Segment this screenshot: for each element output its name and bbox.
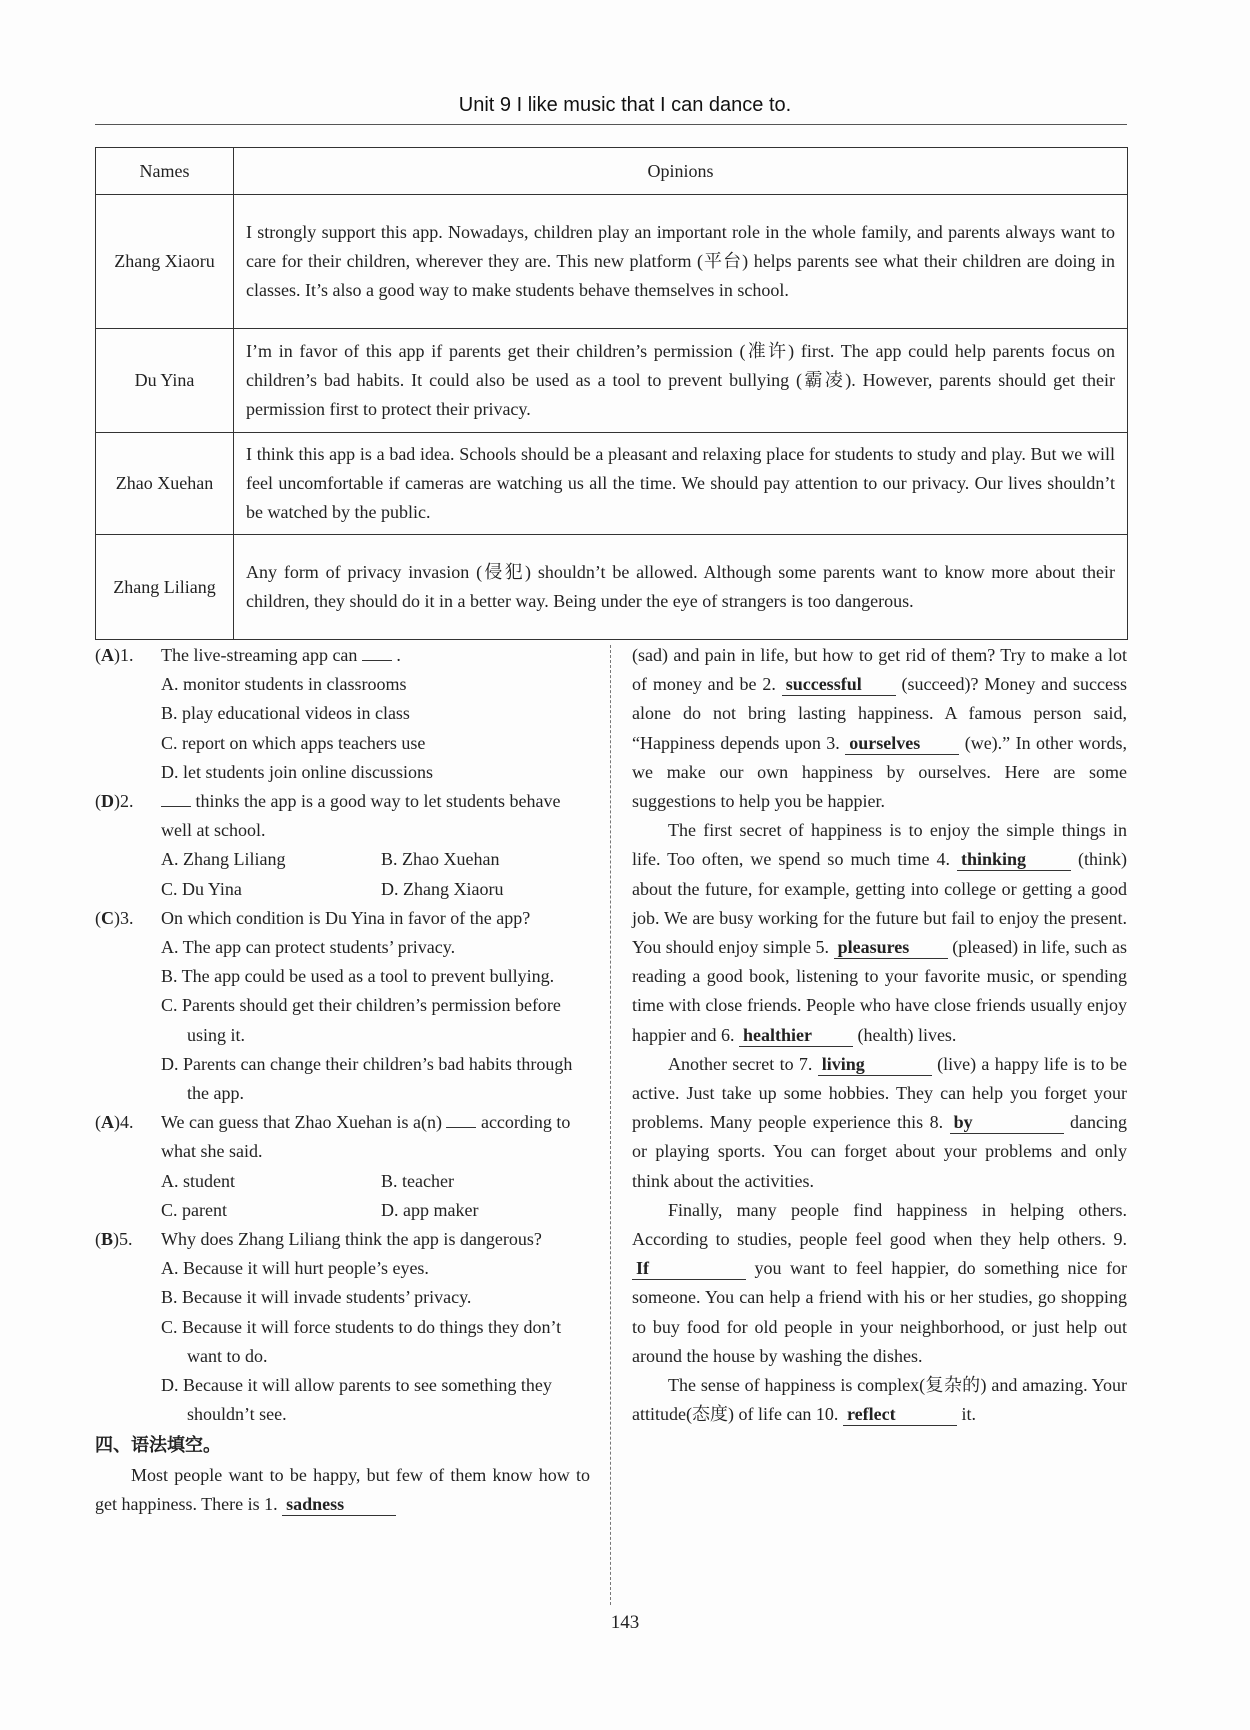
passage-text: The first secret of happiness is to enjoy the simple things in life. Too often, we spend so much time 4. bbox=[632, 820, 1127, 870]
unit-header: Unit 9 I like music that I can dance to. bbox=[458, 94, 792, 116]
options bbox=[95, 1254, 590, 1429]
option-text: A. Zhang Liliang bbox=[161, 849, 286, 870]
answer-letter: C bbox=[101, 907, 114, 928]
question-number: 3. bbox=[120, 907, 134, 928]
option bbox=[161, 670, 590, 699]
student-name: Zhao Xuehan bbox=[96, 433, 234, 535]
option-text: D. app maker bbox=[381, 1199, 479, 1220]
question-label: (A)1. bbox=[95, 645, 134, 665]
option bbox=[381, 1196, 590, 1225]
options bbox=[95, 1167, 590, 1225]
passage-paragraph bbox=[632, 816, 1127, 1050]
opinions-table bbox=[95, 147, 1128, 640]
option-text: B. teacher bbox=[381, 1170, 454, 1191]
question-number: 2. bbox=[120, 791, 134, 812]
passage-text: Finally, many people find happiness in helping others. According to studies, people feel good when they help others. 9. bbox=[632, 1199, 1127, 1250]
question-stem-row bbox=[95, 641, 590, 670]
student-opinion: I strongly support this app. Nowadays, children play an important role in the whole family, and parents always want to care for their children, wherever they are. This new platform (平台) helps parents see what their children are doing in classes. It’s also a good way to make students behave themselves in school. bbox=[234, 195, 1128, 329]
question-number: 5. bbox=[119, 1229, 133, 1250]
option bbox=[161, 1254, 590, 1283]
question-stem bbox=[161, 641, 590, 670]
option-text: D. Because it will allow parents to see something they shouldn’t see. bbox=[161, 1375, 552, 1425]
question-stem-row bbox=[95, 904, 590, 933]
option bbox=[161, 962, 590, 991]
passage-text: Most people want to be happy, but few of them know how to get happiness. There is 1. bbox=[95, 1464, 590, 1514]
student-opinion: I think this app is a bad idea. Schools should be a pleasant and relaxing place for students to study and play. But we will feel uncomfortable if cameras are watching us all the time. We should pay attention to our privacy. Our lives shouldn’t be watched by the public. bbox=[234, 433, 1128, 535]
passage-text: Another secret to 7. bbox=[668, 1053, 818, 1074]
stem-text: The live-streaming app can bbox=[161, 645, 358, 665]
answer-fill: If bbox=[632, 1257, 746, 1280]
answer-fill: reflect bbox=[843, 1403, 957, 1426]
option-text: C. Because it will force students to do things they don’t want to do. bbox=[161, 1316, 562, 1366]
stem-text: On which condition is Du Yina in favor of the app? bbox=[161, 907, 531, 928]
stem-after: . bbox=[396, 645, 401, 665]
option bbox=[161, 875, 381, 904]
passage-paragraph bbox=[632, 641, 1127, 816]
answer-fill: ourselves bbox=[845, 732, 959, 755]
question-stem-row bbox=[95, 787, 590, 845]
answer-letter: B bbox=[101, 1229, 114, 1250]
stem-text: thinks the app is a good way to let students behave well at school. bbox=[161, 791, 561, 841]
answer-blank bbox=[362, 644, 392, 661]
option-text: B. play educational videos in class bbox=[161, 703, 410, 724]
question-stem bbox=[161, 787, 590, 845]
question-label: (D)2. bbox=[95, 791, 134, 812]
answer-letter: A bbox=[101, 1112, 114, 1133]
option-text: A. The app can protect students’ privacy. bbox=[161, 937, 456, 958]
option-text: B. The app could be used as a tool to prevent bullying. bbox=[161, 966, 555, 987]
passage-text: (succeed)? Money and success alone do not bring lasting happiness. A famous person said, “Happiness depends upon 3. bbox=[632, 674, 1127, 753]
passage-text: (pleased) in life, such as reading a good book, listening to your favorite music, or spending time with close friends. People who have close friends usually enjoy happier and 6. bbox=[632, 937, 1127, 1045]
option bbox=[161, 1167, 381, 1196]
answer-fill: sadness bbox=[282, 1493, 396, 1516]
question bbox=[95, 641, 590, 787]
option-text: D. let students join online discussions bbox=[161, 761, 433, 782]
options bbox=[95, 933, 590, 1108]
passage-text: The sense of happiness is complex(复杂的) and amazing. Your attitude(态度) of life can 10. bbox=[632, 1375, 1127, 1425]
option bbox=[161, 845, 381, 874]
column-header-opinions: Opinions bbox=[234, 148, 1128, 195]
question-stem-row bbox=[95, 1108, 590, 1166]
question-stem bbox=[161, 1108, 590, 1166]
header-rule bbox=[95, 124, 1127, 125]
passage-text: (think) about the future, for example, getting into college or getting a good job. We are busy working for the future but fail to enjoy the present. You should enjoy simple 5. bbox=[632, 849, 1127, 958]
student-opinion: Any form of privacy invasion (侵犯) shouldn’t be allowed. Although some parents want to know more about their children, they should do it in a better way. Being under the eye of strangers is too dangerous. bbox=[234, 535, 1128, 640]
column-header-names: Names bbox=[96, 148, 234, 195]
option-text: C. parent bbox=[161, 1199, 227, 1220]
passage-paragraph bbox=[95, 1461, 590, 1519]
question bbox=[95, 1225, 590, 1429]
question-label: (C)3. bbox=[95, 907, 134, 928]
options bbox=[95, 670, 590, 787]
passage-text: it. bbox=[956, 1404, 976, 1425]
option bbox=[161, 933, 590, 962]
answer-blank bbox=[161, 790, 191, 807]
answer-fill: living bbox=[818, 1053, 932, 1076]
option bbox=[381, 845, 590, 874]
option-text: A. Because it will hurt people’s eyes. bbox=[161, 1258, 429, 1279]
passage-text: you want to feel happier, do something nice for someone. You can help a friend with his or her studies, go shopping to buy food for old people in your neighborhood, or just help out around the house by washing the dishes. bbox=[632, 1258, 1127, 1366]
option bbox=[161, 1313, 590, 1371]
answer-letter: A bbox=[101, 645, 114, 665]
option bbox=[161, 758, 590, 787]
table-row bbox=[96, 329, 1128, 433]
passage-text: (live) a happy life is to be active. Just take up some hobbies. They can help you forget your problems. Many people experience this 8. bbox=[632, 1053, 1127, 1133]
passage-paragraph bbox=[632, 1050, 1127, 1196]
stem-text: Why does Zhang Liliang think the app is dangerous? bbox=[161, 1229, 542, 1250]
answer-fill: thinking bbox=[957, 848, 1071, 871]
option-text: C. Parents should get their children’s permission before using it. bbox=[161, 995, 561, 1045]
option bbox=[161, 1196, 381, 1225]
column-divider bbox=[610, 645, 611, 1605]
option-text: A. monitor students in classrooms bbox=[161, 674, 407, 695]
passage-column bbox=[632, 641, 1127, 1429]
student-name: Zhang Liliang bbox=[96, 535, 234, 640]
answer-fill: healthier bbox=[739, 1024, 853, 1047]
passage-text: (we).” In other words, we make our own happiness by ourselves. Here are some suggestions to help you be happier. bbox=[632, 732, 1127, 812]
option bbox=[161, 1371, 590, 1429]
options bbox=[95, 845, 590, 903]
passage-text: dancing or playing sports. You can forget about your problems and only think about the activities. bbox=[632, 1112, 1127, 1191]
answer-fill: pleasures bbox=[834, 936, 948, 959]
answer-blank bbox=[446, 1111, 476, 1128]
student-name: Du Yina bbox=[96, 329, 234, 433]
passage-paragraph bbox=[632, 1371, 1127, 1429]
option-text: B. Because it will invade students’ privacy. bbox=[161, 1287, 472, 1308]
option bbox=[161, 729, 590, 758]
section-title: 四、语法填空。 bbox=[95, 1435, 221, 1457]
question-label: (A)4. bbox=[95, 1112, 134, 1133]
option-text: D. Zhang Xiaoru bbox=[381, 878, 504, 899]
answer-fill: by bbox=[950, 1111, 1064, 1134]
question-number: 1. bbox=[120, 645, 134, 665]
student-opinion: I’m in favor of this app if parents get their children’s permission (准许) first. The app could help parents focus on children’s bad habits. It could also be used as a tool to prevent bullying (霸凌). However, parents should get their permission first to protect their privacy. bbox=[234, 329, 1128, 433]
question bbox=[95, 904, 590, 1108]
option-text: D. Parents can change their children’s bad habits through the app. bbox=[161, 1053, 573, 1104]
option bbox=[161, 991, 590, 1049]
question-stem bbox=[161, 1225, 590, 1254]
table-row bbox=[96, 535, 1128, 640]
passage-paragraph bbox=[632, 1196, 1127, 1371]
passage-text: (health) lives. bbox=[852, 1024, 957, 1045]
table-row bbox=[96, 195, 1128, 329]
question-label: (B)5. bbox=[95, 1229, 133, 1250]
passage-text: (sad) and pain in life, but how to get rid of them? Try to make a lot of money and be 2. bbox=[632, 645, 1127, 695]
option bbox=[161, 1283, 590, 1312]
table-row bbox=[96, 433, 1128, 535]
page-number: 143 bbox=[610, 1612, 640, 1633]
option-text: C. report on which apps teachers use bbox=[161, 732, 426, 753]
option bbox=[381, 1167, 590, 1196]
answer-fill: successful bbox=[782, 673, 896, 696]
question bbox=[95, 787, 590, 904]
questions-column bbox=[95, 641, 590, 1519]
question-stem-row bbox=[95, 1225, 590, 1254]
option-text: B. Zhao Xuehan bbox=[381, 849, 500, 870]
stem-text: We can guess that Zhao Xuehan is a(n) bbox=[161, 1112, 442, 1133]
option bbox=[161, 699, 590, 728]
stem-after: according to what she said. bbox=[161, 1112, 571, 1162]
option-text: C. Du Yina bbox=[161, 878, 242, 899]
question bbox=[95, 1108, 590, 1225]
option bbox=[381, 875, 590, 904]
answer-letter: D bbox=[101, 791, 114, 812]
student-name: Zhang Xiaoru bbox=[96, 195, 234, 329]
option-text: A. student bbox=[161, 1170, 235, 1191]
question-number: 4. bbox=[120, 1112, 134, 1133]
question-stem bbox=[161, 904, 590, 933]
option bbox=[161, 1050, 590, 1108]
